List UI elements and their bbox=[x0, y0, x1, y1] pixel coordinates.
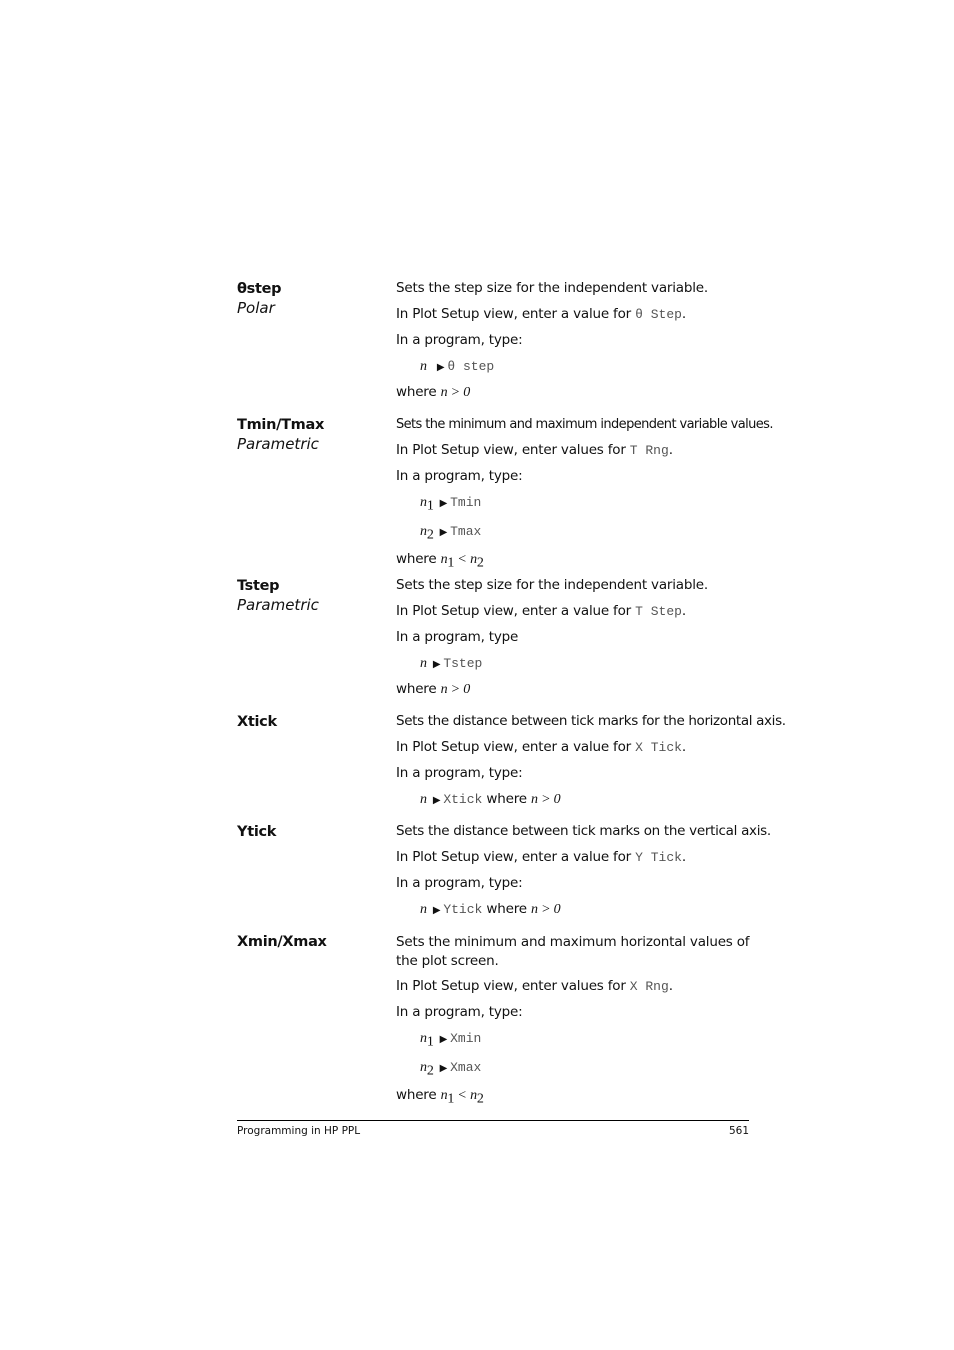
setup-field: T Rng bbox=[629, 443, 669, 458]
store-arrow-icon: ▶ bbox=[432, 795, 441, 806]
cond-op: < bbox=[458, 552, 466, 568]
setup-field: X Tick bbox=[635, 740, 682, 755]
cond-b: n bbox=[470, 1088, 477, 1104]
term-tstep bbox=[237, 577, 387, 615]
store-arrow-icon: ▶ bbox=[439, 526, 448, 538]
description-text: Sets the distance between tick marks on the vertical axis. bbox=[396, 823, 771, 839]
term-xmin-xmax bbox=[237, 933, 387, 951]
store-arrow-icon: ▶ bbox=[439, 1034, 448, 1045]
setup-prefix: In Plot Setup view, enter values for bbox=[396, 442, 626, 458]
code-var: Tmax bbox=[450, 523, 482, 539]
description-text: Sets the distance between tick marks for the horizontal axis. bbox=[396, 713, 786, 729]
code-var: Tmin bbox=[450, 495, 482, 510]
cond-a-index: 1 bbox=[447, 1092, 455, 1108]
term-tmin-tmax bbox=[237, 416, 387, 454]
term-ytick bbox=[237, 823, 387, 841]
term-title: Ytick bbox=[237, 824, 277, 840]
setup-instruction: In Plot Setup view, enter a value for Y Tick. bbox=[396, 849, 687, 865]
cond-b-index: 2 bbox=[476, 556, 484, 572]
where-word: where bbox=[396, 1087, 437, 1104]
setup-field: T Step bbox=[635, 604, 682, 619]
entry-description bbox=[396, 577, 752, 707]
store-arrow-icon: ▶ bbox=[432, 905, 441, 916]
where-clause bbox=[396, 1087, 752, 1108]
condition: n > 0 bbox=[440, 682, 471, 697]
var-n: n bbox=[420, 359, 427, 374]
code-var: θ step bbox=[447, 359, 495, 374]
code-line bbox=[396, 1030, 752, 1051]
setup-prefix: In Plot Setup view, enter a value for bbox=[396, 849, 632, 865]
setup-field: θ Step bbox=[635, 307, 682, 322]
code-var: Xmin bbox=[450, 1031, 482, 1046]
program-label: In a program, type: bbox=[396, 1004, 523, 1020]
entry-description bbox=[396, 416, 773, 581]
code-var: Tstep bbox=[443, 656, 483, 671]
var-index: 1 bbox=[426, 1034, 434, 1050]
description-text: Sets the minimum and maximum independent variable values. bbox=[396, 417, 773, 432]
var-n: n bbox=[420, 495, 427, 510]
code-var: Xtick bbox=[443, 792, 483, 807]
term-subtitle: Parametric bbox=[237, 596, 319, 614]
description-text: Sets the step size for the independent variable. bbox=[396, 577, 708, 593]
footer-rule bbox=[237, 1120, 749, 1121]
setup-prefix: In Plot Setup view, enter a value for bbox=[396, 739, 632, 755]
where-word: where bbox=[396, 681, 437, 697]
code-line bbox=[396, 901, 752, 919]
var-index: 2 bbox=[426, 1063, 434, 1079]
code-line bbox=[396, 523, 752, 544]
cond-b: n bbox=[470, 552, 477, 568]
code-line bbox=[396, 494, 752, 515]
cond-a-index: 1 bbox=[447, 556, 455, 572]
condition: n > 0 bbox=[530, 792, 561, 807]
where-clause bbox=[396, 681, 752, 698]
var-n: n bbox=[420, 656, 427, 671]
var-index: 1 bbox=[426, 498, 434, 514]
setup-instruction: In Plot Setup view, enter values for T Rng. bbox=[396, 442, 673, 458]
description-text: Sets the minimum and maximum horizontal values of the plot screen. bbox=[396, 934, 750, 969]
code-line bbox=[396, 655, 752, 673]
store-arrow-icon: ▶ bbox=[439, 1062, 448, 1074]
term-xtick bbox=[237, 713, 387, 731]
setup-field: X Rng bbox=[629, 979, 669, 994]
where-word: where bbox=[486, 901, 527, 917]
store-arrow-icon: ▶ bbox=[436, 362, 445, 373]
term-theta-step bbox=[237, 280, 387, 318]
code-var: Ytick bbox=[443, 902, 483, 917]
program-label: In a program, type bbox=[396, 629, 519, 645]
cond-a: n bbox=[440, 552, 448, 568]
condition: n > 0 bbox=[530, 902, 561, 917]
var-n: n bbox=[420, 1031, 427, 1046]
term-title: Tmin/Tmax bbox=[237, 417, 325, 433]
term-subtitle: Parametric bbox=[237, 435, 319, 453]
condition: n > 0 bbox=[440, 385, 471, 400]
term-title: Tstep bbox=[237, 578, 280, 594]
description-text: Sets the step size for the independent variable. bbox=[396, 280, 708, 296]
var-n: n bbox=[420, 792, 427, 807]
footer-title: Programming in HP PPL bbox=[237, 1125, 361, 1137]
term-subtitle: Polar bbox=[237, 299, 275, 317]
where-word: where bbox=[396, 551, 437, 568]
entry-description bbox=[396, 933, 752, 1117]
cond-op: < bbox=[458, 1088, 466, 1104]
program-label: In a program, type: bbox=[396, 875, 523, 891]
entry-description bbox=[396, 823, 771, 927]
term-title: θstep bbox=[237, 281, 282, 297]
setup-instruction: In Plot Setup view, enter a value for X Tick. bbox=[396, 739, 687, 755]
code-line bbox=[396, 1059, 752, 1080]
where-word: where bbox=[396, 384, 437, 400]
code-line bbox=[396, 358, 752, 376]
setup-instruction: In Plot Setup view, enter a value for T Step. bbox=[396, 603, 687, 619]
setup-prefix: In Plot Setup view, enter a value for bbox=[396, 306, 632, 322]
program-label: In a program, type: bbox=[396, 765, 523, 781]
term-title: Xmin/Xmax bbox=[237, 934, 327, 950]
page-number: 561 bbox=[729, 1125, 750, 1137]
setup-instruction: In Plot Setup view, enter values for X Rng. bbox=[396, 978, 673, 994]
store-arrow-icon: ▶ bbox=[432, 659, 441, 670]
where-clause bbox=[396, 384, 752, 401]
var-n: n bbox=[420, 902, 427, 917]
program-label: In a program, type: bbox=[396, 468, 523, 484]
entry-description bbox=[396, 713, 786, 817]
where-word: where bbox=[486, 791, 527, 807]
code-var: Xmax bbox=[450, 1059, 482, 1075]
term-title: Xtick bbox=[237, 714, 277, 730]
var-index: 2 bbox=[426, 527, 434, 543]
entry-description bbox=[396, 280, 752, 410]
code-line bbox=[396, 791, 752, 809]
store-arrow-icon: ▶ bbox=[439, 498, 448, 509]
var-n: n bbox=[420, 523, 427, 539]
setup-prefix: In Plot Setup view, enter a value for bbox=[396, 603, 632, 619]
setup-instruction: In Plot Setup view, enter a value for θ Step. bbox=[396, 306, 687, 322]
cond-b-index: 2 bbox=[476, 1092, 484, 1108]
where-clause bbox=[396, 551, 752, 572]
var-n: n bbox=[420, 1059, 427, 1075]
setup-prefix: In Plot Setup view, enter values for bbox=[396, 978, 626, 994]
cond-a: n bbox=[440, 1088, 448, 1104]
setup-field: Y Tick bbox=[635, 850, 682, 865]
program-label: In a program, type: bbox=[396, 332, 523, 348]
